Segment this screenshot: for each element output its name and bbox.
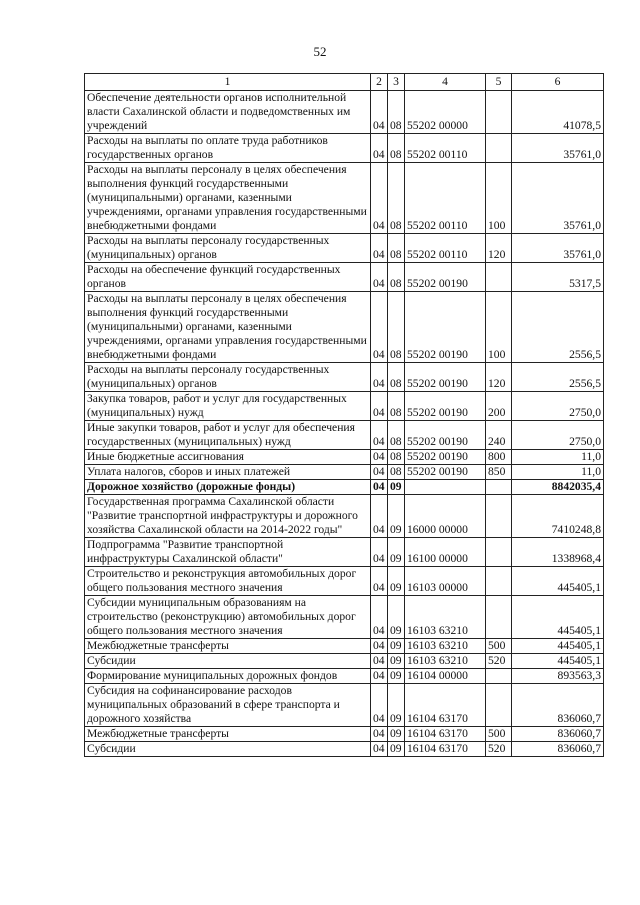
- row-amount: 836060,7: [512, 727, 604, 742]
- row-subsection-code: 09: [388, 480, 405, 495]
- row-subsection-code: 08: [388, 234, 405, 263]
- row-amount: 2750,0: [512, 421, 604, 450]
- row-target-article: 55202 00000: [405, 91, 486, 134]
- row-description: Иные бюджетные ассигнования: [85, 450, 371, 465]
- table-row: [85, 538, 604, 567]
- row-section-code: 04: [371, 596, 388, 639]
- header-cell-4: 4: [405, 74, 486, 91]
- row-section-code: 04: [371, 495, 388, 538]
- row-expense-type: [486, 669, 512, 684]
- table-row: [85, 91, 604, 134]
- row-amount: 8842035,4: [512, 480, 604, 495]
- row-section-code: 04: [371, 684, 388, 727]
- row-subsection-code: 09: [388, 639, 405, 654]
- row-description: Уплата налогов, сборов и иных платежей: [85, 465, 371, 480]
- row-target-article: 55202 00190: [405, 450, 486, 465]
- row-expense-type: 100: [486, 163, 512, 234]
- row-description: Расходы на выплаты персоналу в целях обеспечения выполнения функций государственными (муниципальными) органами, казенными учреждениями, органами управления государственными внебюджетными фондами: [85, 292, 371, 363]
- row-target-article: 16100 00000: [405, 538, 486, 567]
- row-description: Расходы на выплаты персоналу государственных (муниципальных) органов: [85, 234, 371, 263]
- row-subsection-code: 08: [388, 421, 405, 450]
- row-subsection-code: 09: [388, 669, 405, 684]
- row-section-code: 04: [371, 91, 388, 134]
- table-row: [85, 567, 604, 596]
- row-expense-type: 850: [486, 465, 512, 480]
- row-amount: 35761,0: [512, 234, 604, 263]
- row-section-code: 04: [371, 392, 388, 421]
- row-amount: 11,0: [512, 450, 604, 465]
- row-target-article: 55202 00190: [405, 292, 486, 363]
- row-subsection-code: 09: [388, 538, 405, 567]
- row-amount: 2556,5: [512, 363, 604, 392]
- row-section-code: 04: [371, 480, 388, 495]
- row-amount: 35761,0: [512, 163, 604, 234]
- row-expense-type: 500: [486, 639, 512, 654]
- row-expense-type: [486, 538, 512, 567]
- row-description: Расходы на выплаты персоналу в целях обеспечения выполнения функций государственными (муниципальными) органами, казенными учреждениями, органами управления государственными внебюджетными фондами: [85, 163, 371, 234]
- row-expense-type: 100: [486, 292, 512, 363]
- row-subsection-code: 08: [388, 450, 405, 465]
- table-row: [85, 363, 604, 392]
- table-row: [85, 292, 604, 363]
- row-section-code: 04: [371, 567, 388, 596]
- row-expense-type: 500: [486, 727, 512, 742]
- row-description: Субсидия на софинансирование расходов муниципальных образований в сфере транспорта и дорожного хозяйства: [85, 684, 371, 727]
- row-subsection-code: 08: [388, 263, 405, 292]
- row-expense-type: [486, 567, 512, 596]
- row-section-code: 04: [371, 363, 388, 392]
- row-amount: 5317,5: [512, 263, 604, 292]
- table-row: [85, 742, 604, 757]
- row-section-code: 04: [371, 163, 388, 234]
- table-row: [85, 450, 604, 465]
- row-subsection-code: 08: [388, 91, 405, 134]
- row-section-code: 04: [371, 134, 388, 163]
- row-expense-type: [486, 263, 512, 292]
- row-description: Расходы на обеспечение функций государственных органов: [85, 263, 371, 292]
- header-cell-1: 1: [85, 74, 371, 91]
- row-section-code: 04: [371, 450, 388, 465]
- row-expense-type: 120: [486, 234, 512, 263]
- row-target-article: 16103 00000: [405, 567, 486, 596]
- row-target-article: 16104 63170: [405, 727, 486, 742]
- table-row: [85, 669, 604, 684]
- table-header-row: [85, 74, 604, 91]
- row-target-article: 55202 00110: [405, 234, 486, 263]
- row-amount: 7410248,8: [512, 495, 604, 538]
- row-amount: 445405,1: [512, 596, 604, 639]
- row-target-article: 16104 63170: [405, 684, 486, 727]
- page-number: 52: [313, 44, 327, 59]
- row-description: Подпрограмма "Развитие транспортной инфраструктуры Сахалинской области": [85, 538, 371, 567]
- row-description: Субсидии муниципальным образованиям на строительство (реконструкцию) автомобильных дорог общего пользования местного значения: [85, 596, 371, 639]
- row-description: Расходы на выплаты по оплате труда работников государственных органов: [85, 134, 371, 163]
- row-expense-type: 800: [486, 450, 512, 465]
- row-amount: 41078,5: [512, 91, 604, 134]
- row-subsection-code: 08: [388, 292, 405, 363]
- row-description: Формирование муниципальных дорожных фондов: [85, 669, 371, 684]
- table-row: [85, 480, 604, 495]
- row-description: Субсидии: [85, 654, 371, 669]
- table-row: [85, 234, 604, 263]
- row-subsection-code: 08: [388, 392, 405, 421]
- row-expense-type: [486, 495, 512, 538]
- row-section-code: 04: [371, 538, 388, 567]
- row-description: Закупка товаров, работ и услуг для государственных (муниципальных) нужд: [85, 392, 371, 421]
- row-target-article: 55202 00110: [405, 163, 486, 234]
- row-subsection-code: 09: [388, 654, 405, 669]
- row-description: Иные закупки товаров, работ и услуг для обеспечения государственных (муниципальных) нужд: [85, 421, 371, 450]
- row-subsection-code: 09: [388, 567, 405, 596]
- row-expense-type: 520: [486, 654, 512, 669]
- row-amount: 445405,1: [512, 654, 604, 669]
- row-expense-type: [486, 134, 512, 163]
- row-section-code: 04: [371, 742, 388, 757]
- row-expense-type: [486, 91, 512, 134]
- row-subsection-code: 08: [388, 465, 405, 480]
- row-amount: 893563,3: [512, 669, 604, 684]
- table-row: [85, 465, 604, 480]
- row-target-article: 55202 00190: [405, 263, 486, 292]
- table-row: [85, 263, 604, 292]
- row-section-code: 04: [371, 421, 388, 450]
- row-target-article: 55202 00190: [405, 363, 486, 392]
- row-description: Строительство и реконструкция автомобильных дорог общего пользования местного значения: [85, 567, 371, 596]
- header-cell-2: 2: [371, 74, 388, 91]
- row-target-article: 16000 00000: [405, 495, 486, 538]
- row-target-article: 55202 00190: [405, 421, 486, 450]
- row-section-code: 04: [371, 639, 388, 654]
- table-row: [85, 421, 604, 450]
- row-subsection-code: 08: [388, 134, 405, 163]
- row-expense-type: 520: [486, 742, 512, 757]
- row-expense-type: [486, 596, 512, 639]
- row-amount: 836060,7: [512, 684, 604, 727]
- row-expense-type: 120: [486, 363, 512, 392]
- table-row: [85, 639, 604, 654]
- row-amount: 1338968,4: [512, 538, 604, 567]
- row-amount: 445405,1: [512, 567, 604, 596]
- row-target-article: 16103 63210: [405, 639, 486, 654]
- row-subsection-code: 09: [388, 495, 405, 538]
- table-row: [85, 163, 604, 234]
- row-description: Дорожное хозяйство (дорожные фонды): [85, 480, 371, 495]
- row-description: Межбюджетные трансферты: [85, 639, 371, 654]
- table-row: [85, 654, 604, 669]
- table-row: [85, 596, 604, 639]
- row-section-code: 04: [371, 669, 388, 684]
- row-section-code: 04: [371, 654, 388, 669]
- table-row: [85, 134, 604, 163]
- row-description: Государственная программа Сахалинской области "Развитие транспортной инфраструктуры и дорожного хозяйства Сахалинской области на 2014-2022 годы": [85, 495, 371, 538]
- row-amount: 836060,7: [512, 742, 604, 757]
- row-expense-type: 240: [486, 421, 512, 450]
- row-target-article: 55202 00190: [405, 392, 486, 421]
- row-description: Обеспечение деятельности органов исполнительной власти Сахалинской области и подведомственных им учреждений: [85, 91, 371, 134]
- budget-table: [84, 73, 604, 757]
- row-section-code: 04: [371, 263, 388, 292]
- row-description: Расходы на выплаты персоналу государственных (муниципальных) органов: [85, 363, 371, 392]
- row-subsection-code: 08: [388, 163, 405, 234]
- row-target-article: 55202 00190: [405, 465, 486, 480]
- row-target-article: 16103 63210: [405, 654, 486, 669]
- budget-table-body: [85, 74, 604, 757]
- row-target-article: 16104 00000: [405, 669, 486, 684]
- row-expense-type: 200: [486, 392, 512, 421]
- header-cell-3: 3: [388, 74, 405, 91]
- row-section-code: 04: [371, 465, 388, 480]
- row-description: Субсидии: [85, 742, 371, 757]
- row-amount: 445405,1: [512, 639, 604, 654]
- table-row: [85, 684, 604, 727]
- row-amount: 2556,5: [512, 292, 604, 363]
- row-subsection-code: 09: [388, 742, 405, 757]
- header-cell-5: 5: [486, 74, 512, 91]
- table-row: [85, 727, 604, 742]
- row-target-article: [405, 480, 486, 495]
- header-cell-6: 6: [512, 74, 604, 91]
- row-target-article: 16103 63210: [405, 596, 486, 639]
- row-target-article: 16104 63170: [405, 742, 486, 757]
- row-expense-type: [486, 684, 512, 727]
- row-section-code: 04: [371, 234, 388, 263]
- row-expense-type: [486, 480, 512, 495]
- row-target-article: 55202 00110: [405, 134, 486, 163]
- row-subsection-code: 09: [388, 596, 405, 639]
- row-amount: 2750,0: [512, 392, 604, 421]
- row-amount: 11,0: [512, 465, 604, 480]
- row-section-code: 04: [371, 727, 388, 742]
- table-row: [85, 495, 604, 538]
- row-subsection-code: 08: [388, 363, 405, 392]
- row-description: Межбюджетные трансферты: [85, 727, 371, 742]
- table-row: [85, 392, 604, 421]
- row-subsection-code: 09: [388, 684, 405, 727]
- row-section-code: 04: [371, 292, 388, 363]
- row-amount: 35761,0: [512, 134, 604, 163]
- row-subsection-code: 09: [388, 727, 405, 742]
